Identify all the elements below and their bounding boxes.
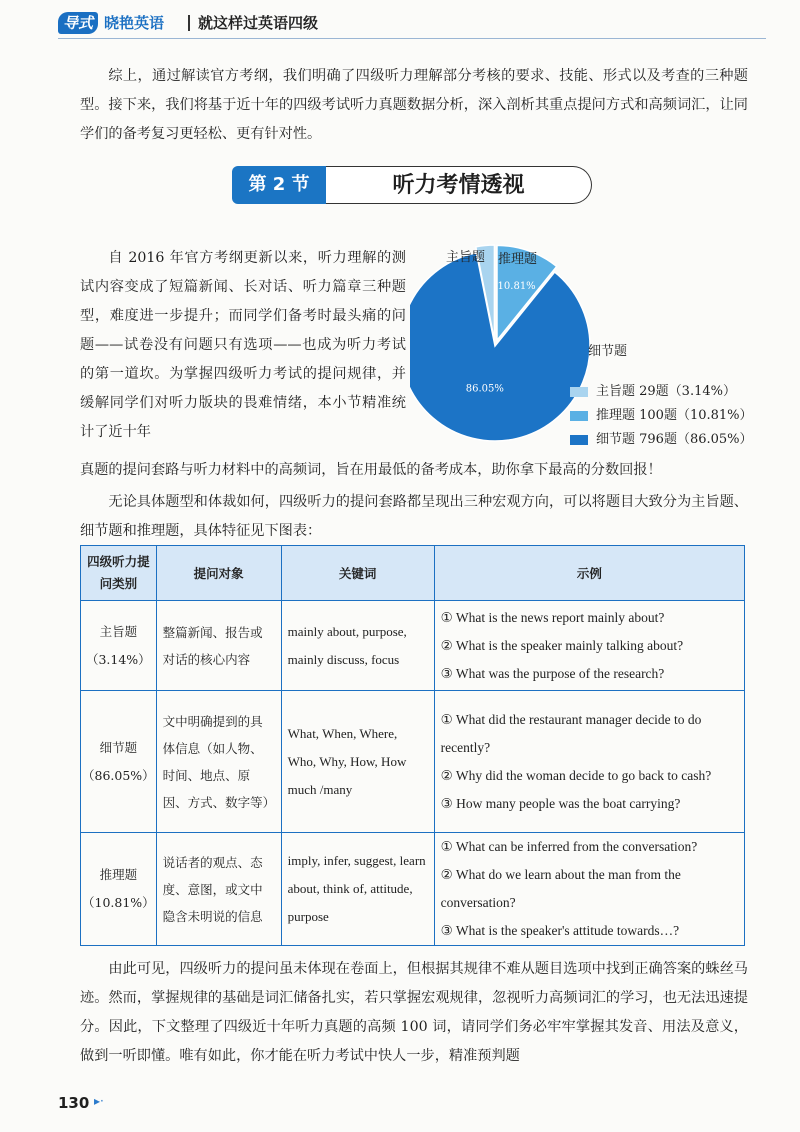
example-item: ② Why did the woman decide to go back to cash? [440, 767, 712, 783]
pie-label-detail: 细节题 [588, 344, 628, 359]
legend-text: 推理题 100题（10.81%） [596, 408, 753, 423]
legend-swatch [570, 387, 588, 397]
page-marker: ▸· [94, 1094, 104, 1108]
header-separator [188, 15, 190, 31]
table-header: 关键词 [281, 546, 434, 601]
legend-item [570, 428, 753, 452]
legend-text: 细节题 796题（86.05%） [596, 432, 753, 447]
example-item: ③ What is the speaker's attitude towards…? [440, 923, 680, 938]
example-item: ③ What was the purpose of the research? [440, 665, 665, 681]
intro-paragraph: 综上，通过解读官方考纲，我们明确了四级听力理解部分考核的要求、技能、形式以及考查的三种题型。接下来，我们将基于近十年的四级考试听力真题数据分析，深入剖析其重点提问方式和高频词汇，让同学们的备考复习更轻松、更有针对性。 [80, 68, 748, 142]
body-paragraph-continued: 真题的提问套路与听力材料中的高频词，旨在用最低的备考成本，助你拿下最高的分数回报！ [80, 462, 662, 478]
header-rule [58, 38, 766, 39]
table-row [81, 601, 745, 691]
book-title: 就这样过英语四级 [198, 14, 319, 32]
brand-name: 晓艳英语 [104, 14, 165, 32]
pie-slice-value-label: 10.81% [497, 280, 536, 292]
keywords-cell: mainly about, purpose, mainly discuss, focus [281, 601, 434, 691]
table-header: 四级听力提问类别 [81, 546, 157, 601]
category-cell: 细节题（86.05%） [81, 691, 157, 833]
example-item: ① What can be inferred from the conversation? [440, 839, 698, 854]
object-cell: 整篇新闻、报告或对话的核心内容 [156, 601, 281, 691]
legend-swatch [570, 435, 588, 445]
example-item: ③ How many people was the boat carrying? [440, 795, 681, 811]
body-paragraph-wrap: 自 2016 年官方考纲更新以来，听力理解的测试内容变成了短篇新闻、长对话、听力篇章三种题型，难度进一步提升；而同学们备考时最头痛的问题——试卷没有问题只有选项——也成为听力考试的第一道坎。为掌握四级听力考试的提问规律，并缓解同学们对听力版块的畏难情绪，本小节精准统计了近十年 [80, 250, 406, 440]
table-row [81, 833, 745, 946]
keywords-cell: What, When, Where, Who, Why, How, How much /many [281, 691, 434, 833]
section-heading [232, 166, 592, 208]
legend-item [570, 404, 753, 428]
pie-label-inference: 推理题 [498, 252, 538, 267]
page-number: 130 [58, 1094, 90, 1112]
table-header-row [81, 546, 745, 601]
section-title: 听力考情透视 [326, 166, 592, 204]
category-cell: 推理题（10.81%） [81, 833, 157, 946]
example-item: ① What did the restaurant manager decide to do recently? [440, 711, 702, 755]
examples-cell [434, 601, 744, 691]
example-item: ① What is the news report mainly about? [440, 609, 665, 625]
section-number: 第 2 节 [232, 166, 326, 204]
example-item: ② What is the speaker mainly talking about? [440, 637, 684, 653]
pie-label-main: 主旨题 [446, 250, 486, 265]
closing-paragraph: 由此可见，四级听力的提问虽未体现在卷面上，但根据其规律不难从题目选项中找到正确答案的蛛丝马迹。然而，掌握规律的基础是词汇储备扎实，若只掌握宏观规律，忽视听力高频词汇的学习，也无法迅速提分。因此，下文整理了四级近十年听力真题的高频 100 词，请同学们务必牢牢掌握其发音、用法及意义，做到一听即懂。唯有如此，你才能在听力考试中快人一步，精准预判题 [80, 961, 748, 1064]
examples-cell [434, 691, 744, 833]
pie-legend [570, 380, 753, 452]
table-row [81, 691, 745, 833]
table-header: 提问对象 [156, 546, 281, 601]
category-cell: 主旨题（3.14%） [81, 601, 157, 691]
logo: 导式 [58, 12, 98, 34]
examples-cell [434, 833, 744, 946]
legend-item [570, 380, 753, 404]
body-paragraph-2: 无论具体题型和体裁如何，四级听力的提问套路都呈现出三种宏观方向，可以将题目大致分为主旨题、细节题和推理题，具体特征见下图表： [80, 494, 748, 539]
table-header: 示例 [434, 546, 744, 601]
object-cell: 说话者的观点、态度、意图，或文中隐含未明说的信息 [156, 833, 281, 946]
legend-text: 主旨题 29题（3.14%） [596, 384, 736, 399]
object-cell: 文中明确提到的具体信息（如人物、时间、地点、原因、方式、数字等） [156, 691, 281, 833]
pie-slice-value-label: 86.05% [465, 383, 504, 395]
legend-swatch [570, 411, 588, 421]
example-item: ② What do we learn about the man from the conversation? [440, 867, 681, 910]
keywords-cell: imply, infer, suggest, learn about, think of, attitude, purpose [281, 833, 434, 946]
question-type-table [80, 545, 745, 946]
